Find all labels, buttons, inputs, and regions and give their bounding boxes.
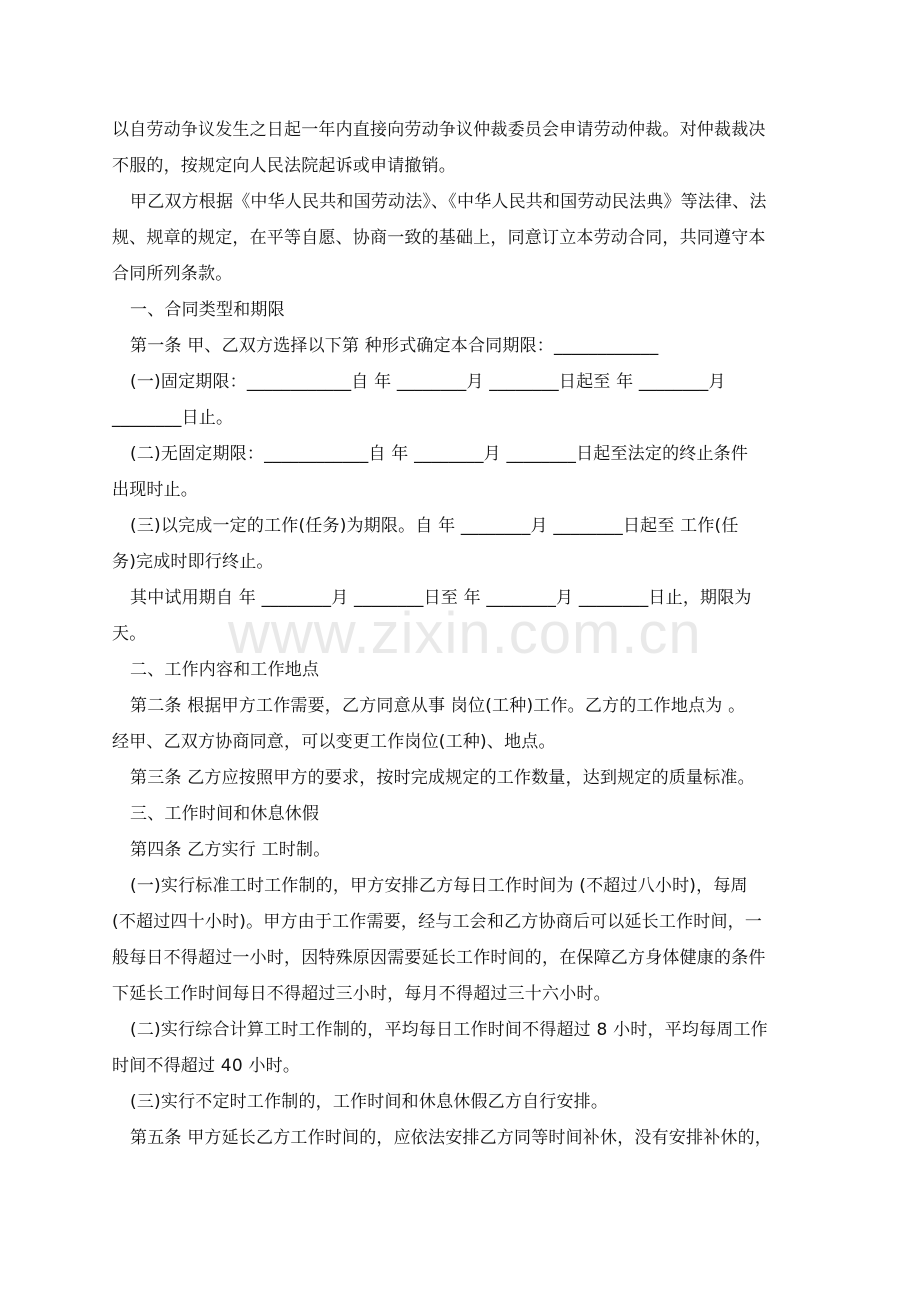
text-line: 规、规章的规定，在平等自愿、协商一致的基础上，同意订立本劳动合同，共同遵守本 (112, 228, 766, 248)
text-line: 务)完成时即行终止。 (112, 552, 274, 572)
article-line: 第二条 根据甲方工作需要，乙方同意从事 岗位(工种)工作。乙方的工作地点为 。 (130, 696, 746, 716)
document-body (112, 112, 812, 1156)
text-line: ________日止。 (112, 408, 234, 428)
text-line: 不服的，按规定向人民法院起诉或申请撤销。 (112, 156, 456, 176)
section-heading: 三、工作时间和休息休假 (130, 804, 320, 824)
text-line: 天。 (112, 624, 147, 644)
article-line: 第五条 甲方延长乙方工作时间的，应依法安排乙方同等时间补休，没有安排补休的， (130, 1128, 773, 1148)
article-line: 第四条 乙方实行 工时制。 (130, 840, 331, 860)
text-line: 经甲、乙双方协商同意，可以变更工作岗位(工种)、地点。 (112, 732, 556, 752)
section-heading: 一、合同类型和期限 (130, 300, 285, 320)
text-line: 下延长工作时间每日不得超过三小时，每月不得超过三十六小时。 (112, 984, 611, 1004)
clause-line: 其中试用期自 年 ________月 ________日至 年 ________月 ________日止，期限为 (130, 588, 752, 608)
paragraph-start: 甲乙双方根据《中华人民共和国劳动法》、《中华人民共和国劳动民法典》等法律、法 (130, 192, 767, 212)
text-line: 合同所列条款。 (112, 264, 233, 284)
article-line: 第三条 乙方应按照甲方的要求，按时完成规定的工作数量，达到规定的质量标准。 (130, 768, 755, 788)
watermark: www.zixin.com.cn (228, 601, 702, 666)
clause-line: (二)实行综合计算工时工作制的，平均每日工作时间不得超过 8 小时，平均每周工作 (130, 1020, 768, 1040)
section-heading: 二、工作内容和工作地点 (130, 660, 320, 680)
text-line: 时间不得超过 40 小时。 (112, 1056, 301, 1076)
article-line: 第一条 甲、乙双方选择以下第 种形式确定本合同期限：____________ (130, 336, 659, 356)
text-line: 出现时止。 (112, 480, 198, 500)
text-line: 般每日不得超过一小时，因特殊原因需要延长工作时间的，在保障乙方身体健康的条件 (112, 948, 766, 968)
clause-line: (二)无固定期限：____________自 年 ________月 ________日起至法定的终止条件 (130, 444, 749, 464)
clause-line: (三)以完成一定的工作(任务)为期限。自 年 ________月 ________日起至 工作(任 (130, 516, 739, 536)
clause-line: (一)实行标准工时工作制的，甲方安排乙方每日工作时间为 (不超过八小时)，每周 (130, 876, 748, 896)
text-line: 以自劳动争议发生之日起一年内直接向劳动争议仲裁委员会申请劳动仲裁。对仲裁裁决 (112, 120, 766, 140)
clause-line: (一)固定期限：____________自 年 ________月 ________日起至 年 ________月 (130, 372, 726, 392)
text-line: (不超过四十小时)。甲方由于工作需要，经与工会和乙方协商后可以延长工作时间，一 (112, 912, 763, 932)
clause-line: (三)实行不定时工作制的，工作时间和休息休假乙方自行安排。 (130, 1092, 609, 1112)
